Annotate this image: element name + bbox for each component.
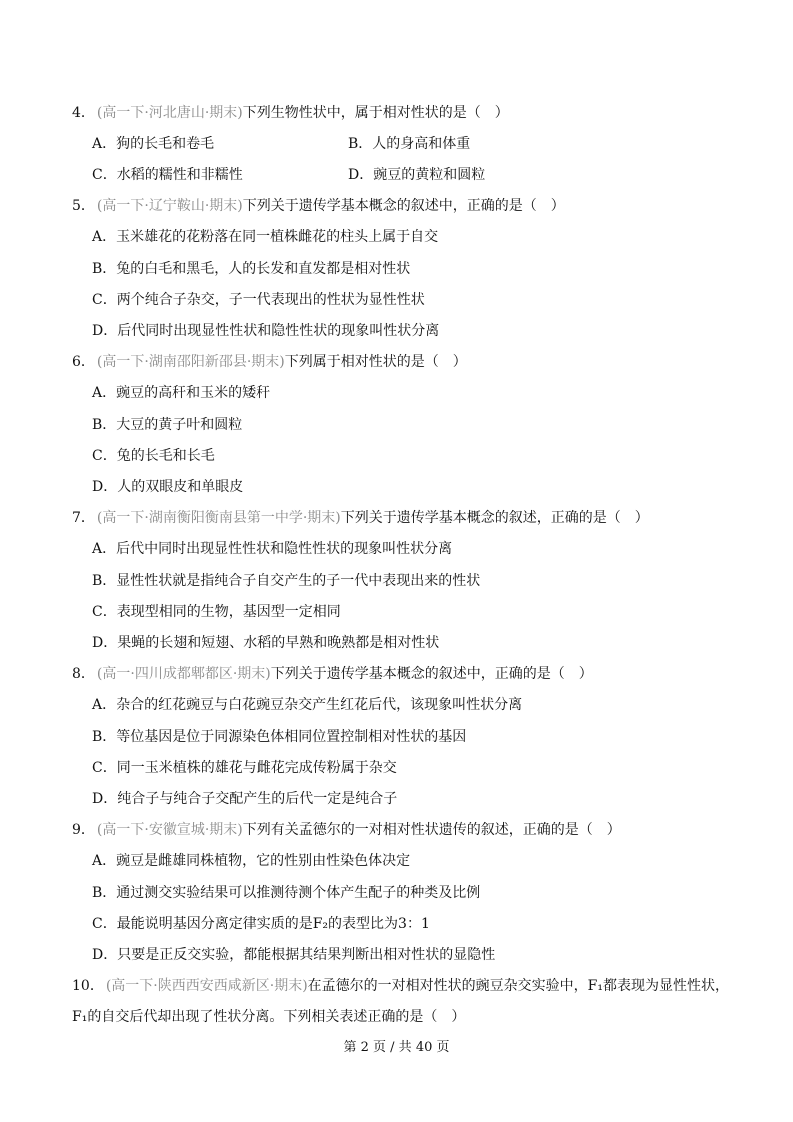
question-source: (高一下·陕西西安西咸新区·期末) — [105, 978, 308, 994]
option-d: D．只要是正反交实验，都能根据其结果判断出相对性状的显隐性 — [92, 947, 496, 963]
option-d: D．豌豆的黄粒和圆粒 — [348, 167, 486, 183]
question-source: (高一下·湖南邵阳新邵县·期末) — [96, 354, 285, 370]
question-source: (高一下·安徽宣城·期末) — [96, 822, 243, 838]
question-5 — [72, 196, 565, 216]
question-9 — [72, 820, 621, 840]
option-c: C．最能说明基因分离定律实质的是F₂的表型比为3：1 — [92, 916, 430, 932]
question-stem: 下列关于遗传学基本概念的叙述，正确的是（ ） — [340, 510, 649, 526]
question-7 — [72, 508, 649, 528]
option-b: B．通过测交实验结果可以推测待测个体产生配子的种类及比例 — [92, 885, 481, 901]
question-number: 9． — [72, 822, 95, 838]
question-stem: 下列属于相对性状的是（ ） — [284, 354, 467, 370]
option-b: B．等位基因是位于同源染色体相同位置控制相对性状的基因 — [92, 729, 467, 745]
question-number: 7． — [72, 510, 95, 526]
option-a: A．豌豆的高秆和玉米的矮秆 — [92, 385, 271, 401]
question-stem: 下列生物性状中，属于相对性状的是（ ） — [242, 105, 509, 121]
option-b: B．人的身高和体重 — [348, 136, 471, 152]
option-c: C．表现型相同的生物，基因型一定相同 — [92, 604, 341, 620]
option-c: C．兔的长毛和长毛 — [92, 448, 215, 464]
option-a: A．豌豆是雌雄同株植物，它的性别由性染色体决定 — [92, 853, 411, 869]
option-b: B．大豆的黄子叶和圆粒 — [92, 417, 243, 433]
question-number: 5． — [72, 198, 95, 214]
option-d: D．纯合子与纯合子交配产生的后代一定是纯合子 — [92, 791, 398, 807]
question-stem: 在孟德尔的一对相对性状的豌豆杂交实验中，F₁都表现为显性性状， — [307, 978, 729, 994]
question-10 — [72, 976, 729, 996]
question-number: 8． — [72, 666, 95, 682]
option-d: D．人的双眼皮和单眼皮 — [92, 479, 244, 495]
option-a: A．杂合的红花豌豆与白花豌豆杂交产生红花后代，该现象叫性状分离 — [92, 697, 523, 713]
option-b: B．兔的白毛和黑毛，人的长发和直发都是相对性状 — [92, 261, 411, 277]
option-d: D．果蝇的长翅和短翅、水稻的早熟和晚熟都是相对性状 — [92, 635, 440, 651]
question-source: (高一下·湖南衡阳衡南县第一中学·期末) — [96, 510, 341, 526]
option-b: B．显性性状就是指纯合子自交产生的子一代中表现出来的性状 — [92, 573, 481, 589]
question-stem: 下列关于遗传学基本概念的叙述中，正确的是（ ） — [242, 198, 565, 214]
question-stem: 下列有关孟德尔的一对相对性状遗传的叙述，正确的是（ ） — [242, 822, 621, 838]
option-a: A．狗的长毛和卷毛 — [92, 136, 215, 152]
question-source: (高一·四川成都郫都区·期末) — [96, 666, 271, 682]
question-source: (高一下·河北唐山·期末) — [96, 105, 243, 121]
question-6 — [72, 352, 467, 372]
question-number: 4． — [72, 105, 95, 121]
question-number: 6． — [72, 354, 95, 370]
option-c: C．两个纯合子杂交，子一代表现出的性状为显性性状 — [92, 292, 425, 308]
option-c: C．水稻的糯性和非糯性 — [92, 167, 243, 183]
question-stem-continuation: F₁的自交后代却出现了性状分离。下列相关表述正确的是（ ） — [72, 1009, 466, 1025]
option-a: A．后代中同时出现显性性状和隐性性状的现象叫性状分离 — [92, 541, 453, 557]
option-a: A．玉米雄花的花粉落在同一植株雌花的柱头上属于自交 — [92, 229, 439, 245]
option-d: D．后代同时出现显性性状和隐性性状的现象叫性状分离 — [92, 323, 440, 339]
question-8 — [72, 664, 593, 684]
question-source: (高一下·辽宁鞍山·期末) — [96, 198, 243, 214]
question-4 — [72, 103, 509, 123]
page-footer: 第 2 页 / 共 40 页 — [343, 1040, 450, 1055]
question-number: 10． — [72, 978, 104, 994]
question-stem: 下列关于遗传学基本概念的叙述中，正确的是（ ） — [270, 666, 593, 682]
option-c: C．同一玉米植株的雄花与雌花完成传粉属于杂交 — [92, 760, 397, 776]
